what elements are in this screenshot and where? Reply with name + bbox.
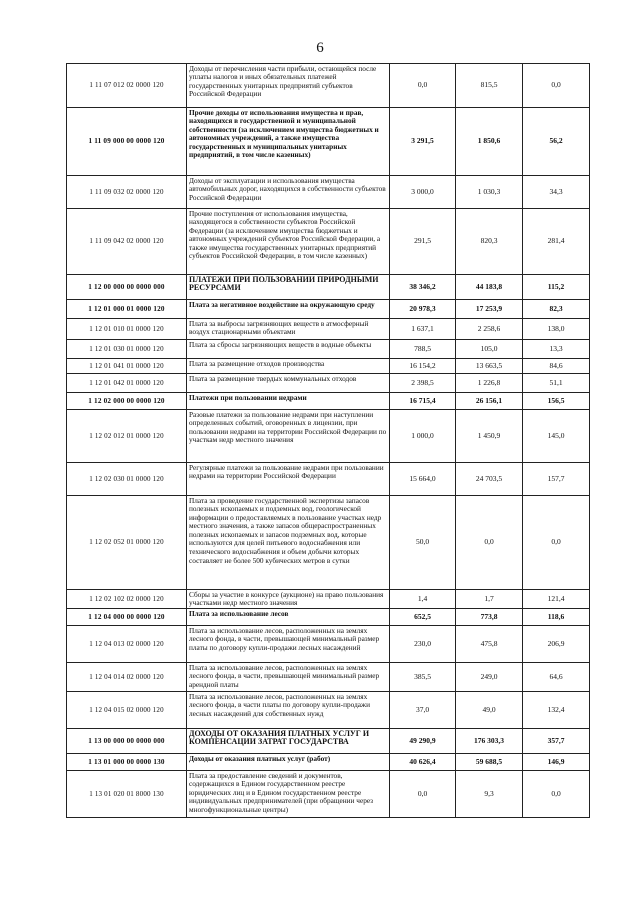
value-actual-cell: 13 663,5 [456,359,523,374]
table-row [67,463,590,496]
table-row [67,692,590,729]
budget-code-cell: 1 12 04 000 00 0000 120 [67,609,187,626]
revenue-name-cell: Плата за использование лесов [187,609,390,626]
value-planned-cell: 652,5 [390,609,456,626]
value-actual-cell: 1 226,8 [456,374,523,393]
revenue-name-cell: Плата за негативное воздействие на окружающую среду [187,300,390,319]
value-planned-cell: 16 715,4 [390,393,456,410]
value-percent-cell: 132,4 [523,692,590,729]
budget-code-cell: 1 12 04 013 02 0000 120 [67,626,187,663]
budget-code-cell: 1 12 02 030 01 0000 120 [67,463,187,496]
revenue-name-cell: Прочие доходы от использования имущества и прав, находящихся в государственной и муниципальной собственности (за исключением имущества бюджетных и автономных учреждений, а также имущества государственных и муниципальных унитарных предприятий, в том числе казенных) [187,108,390,176]
table-row [67,590,590,609]
value-planned-cell: 3 291,5 [390,108,456,176]
revenue-name-cell: Доходы от перечисления части прибыли, остающейся после уплаты налогов и иных обязательных платежей государственных унитарных предприятий субъектов Российской Федерации [187,64,390,108]
value-percent-cell: 145,0 [523,410,590,463]
revenue-name-cell: Плата за сбросы загрязняющих веществ в водные объекты [187,340,390,359]
budget-code-cell: 1 12 02 012 01 0000 120 [67,410,187,463]
value-percent-cell: 56,2 [523,108,590,176]
table-row [67,663,590,692]
revenue-name-cell: Плата за предоставление сведений и документов, содержащихся в Едином государственном реестре юридических лиц и в Едином государственном реестре индивидуальных предпринимателей (при обращении через многофункциональные центры) [187,771,390,818]
budget-code-cell: 1 12 00 000 00 0000 000 [67,275,187,300]
revenue-name-cell: Плата за проведение государственной экспертизы запасов полезных ископаемых и подземных вод, геологической информации о предоставляемых в пользование участках недр местного значения, а также запасов общераспространенных полезных ископаемых и запасов подземных вод, которые используются для целей питьевого водоснабжения или технического водоснабжения и объем добычи которых составляет не более 500 кубических метров в сутки [187,496,390,590]
revenue-name-cell: ПЛАТЕЖИ ПРИ ПОЛЬЗОВАНИИ ПРИРОДНЫМИ РЕСУРСАМИ [187,275,390,300]
value-planned-cell: 3 000,0 [390,176,456,209]
value-actual-cell: 1 450,9 [456,410,523,463]
value-actual-cell: 1 030,3 [456,176,523,209]
table-row [67,319,590,340]
revenue-name-cell: Сборы за участие в конкурсе (аукционе) на право пользования участками недр местного значения [187,590,390,609]
value-planned-cell: 1 637,1 [390,319,456,340]
table-row [67,374,590,393]
value-actual-cell: 773,8 [456,609,523,626]
budget-code-cell: 1 12 01 000 01 0000 120 [67,300,187,319]
value-planned-cell: 50,0 [390,496,456,590]
revenue-name-cell: ДОХОДЫ ОТ ОКАЗАНИЯ ПЛАТНЫХ УСЛУГ И КОМПЕНСАЦИИ ЗАТРАТ ГОСУДАРСТВА [187,729,390,754]
table-row [67,609,590,626]
page-number: 6 [316,40,324,56]
value-percent-cell: 82,3 [523,300,590,319]
revenue-name-cell: Регулярные платежи за пользование недрами при пользовании недрами на территории Российской Федерации [187,463,390,496]
value-planned-cell: 20 978,3 [390,300,456,319]
revenue-table-body [67,64,590,818]
value-percent-cell: 84,6 [523,359,590,374]
value-percent-cell: 118,6 [523,609,590,626]
value-actual-cell: 17 253,9 [456,300,523,319]
revenue-name-cell: Платежи при пользовании недрами [187,393,390,410]
value-percent-cell: 357,7 [523,729,590,754]
value-planned-cell: 37,0 [390,692,456,729]
revenue-name-cell: Разовые платежи за пользование недрами при наступлении определенных событий, оговоренных в лицензии, при пользовании недрами на территории Российской Федерации по участкам недр местного значения [187,410,390,463]
budget-code-cell: 1 12 02 000 00 0000 120 [67,393,187,410]
table-row [67,496,590,590]
value-planned-cell: 291,5 [390,209,456,275]
value-planned-cell: 2 398,5 [390,374,456,393]
budget-code-cell: 1 11 09 032 02 0000 120 [67,176,187,209]
value-planned-cell: 1,4 [390,590,456,609]
value-percent-cell: 157,7 [523,463,590,496]
budget-code-cell: 1 11 09 000 00 0000 120 [67,108,187,176]
budget-code-cell: 1 12 01 042 01 0000 120 [67,374,187,393]
value-percent-cell: 0,0 [523,64,590,108]
value-actual-cell: 26 156,1 [456,393,523,410]
revenue-name-cell: Доходы от эксплуатации и использования имущества автомобильных дорог, находящихся в собственности субъектов Российской Федерации [187,176,390,209]
revenue-name-cell: Плата за использование лесов, расположенных на землях лесного фонда, в части, превышающей минимальный размер платы по договору купли-продажи лесных насаждений [187,626,390,663]
value-actual-cell: 44 183,8 [456,275,523,300]
value-actual-cell: 2 258,6 [456,319,523,340]
table-row [67,64,590,108]
value-percent-cell: 34,3 [523,176,590,209]
revenue-name-cell: Доходы от оказания платных услуг (работ) [187,754,390,771]
table-row [67,729,590,754]
budget-code-cell: 1 13 01 020 01 8000 130 [67,771,187,818]
table-row [67,359,590,374]
revenue-name-cell: Плата за выбросы загрязняющих веществ в атмосферный воздух стационарными объектами [187,319,390,340]
value-percent-cell: 0,0 [523,496,590,590]
value-percent-cell: 64,6 [523,663,590,692]
revenue-name-cell: Плата за размещение твердых коммунальных отходов [187,374,390,393]
table-row [67,393,590,410]
value-actual-cell: 105,0 [456,340,523,359]
value-actual-cell: 475,8 [456,626,523,663]
value-planned-cell: 230,0 [390,626,456,663]
revenue-name-cell: Плата за использование лесов, расположенных на землях лесного фонда, в части, превышающей минимальный размер арендной платы [187,663,390,692]
budget-code-cell: 1 12 01 010 01 0000 120 [67,319,187,340]
table-row [67,340,590,359]
revenue-name-cell: Прочие поступления от использования имущества, находящегося в собственности субъектов Российской Федерации (за исключением имущества бюджетных и автономных учреждений субъектов Российской Федерации, а также имущества государственных унитарных предприятий субъектов Российской Федерации, в том числе казенных) [187,209,390,275]
value-actual-cell: 59 688,5 [456,754,523,771]
value-planned-cell: 15 664,0 [390,463,456,496]
value-percent-cell: 13,3 [523,340,590,359]
value-actual-cell: 9,3 [456,771,523,818]
budget-code-cell: 1 11 09 042 02 0000 120 [67,209,187,275]
budget-code-cell: 1 13 00 000 00 0000 000 [67,729,187,754]
value-actual-cell: 815,5 [456,64,523,108]
table-row [67,771,590,818]
value-actual-cell: 49,0 [456,692,523,729]
value-percent-cell: 51,1 [523,374,590,393]
value-planned-cell: 0,0 [390,64,456,108]
value-actual-cell: 1,7 [456,590,523,609]
value-planned-cell: 38 346,2 [390,275,456,300]
value-percent-cell: 146,9 [523,754,590,771]
budget-code-cell: 1 13 01 000 00 0000 130 [67,754,187,771]
value-percent-cell: 281,4 [523,209,590,275]
value-percent-cell: 115,2 [523,275,590,300]
table-row [67,754,590,771]
budget-code-cell: 1 11 07 012 02 0000 120 [67,64,187,108]
revenue-name-cell: Плата за размещение отходов производства [187,359,390,374]
value-percent-cell: 206,9 [523,626,590,663]
budget-code-cell: 1 12 01 030 01 0000 120 [67,340,187,359]
table-row [67,108,590,176]
value-planned-cell: 40 626,4 [390,754,456,771]
table-row [67,626,590,663]
revenue-table [66,63,590,818]
budget-code-cell: 1 12 04 015 02 0000 120 [67,692,187,729]
value-planned-cell: 0,0 [390,771,456,818]
budget-code-cell: 1 12 04 014 02 0000 120 [67,663,187,692]
value-planned-cell: 1 000,0 [390,410,456,463]
value-planned-cell: 788,5 [390,340,456,359]
table-row [67,209,590,275]
budget-code-cell: 1 12 02 052 01 0000 120 [67,496,187,590]
budget-code-cell: 1 12 02 102 02 0000 120 [67,590,187,609]
table-row [67,410,590,463]
value-actual-cell: 1 850,6 [456,108,523,176]
value-planned-cell: 16 154,2 [390,359,456,374]
value-percent-cell: 121,4 [523,590,590,609]
value-planned-cell: 385,5 [390,663,456,692]
value-percent-cell: 138,0 [523,319,590,340]
value-actual-cell: 820,3 [456,209,523,275]
table-row [67,275,590,300]
value-percent-cell: 156,5 [523,393,590,410]
value-planned-cell: 49 290,9 [390,729,456,754]
value-percent-cell: 0,0 [523,771,590,818]
table-row [67,176,590,209]
value-actual-cell: 0,0 [456,496,523,590]
value-actual-cell: 176 303,3 [456,729,523,754]
budget-code-cell: 1 12 01 041 01 0000 120 [67,359,187,374]
value-actual-cell: 24 703,5 [456,463,523,496]
table-row [67,300,590,319]
value-actual-cell: 249,0 [456,663,523,692]
revenue-name-cell: Плата за использование лесов, расположенных на землях лесного фонда, в части платы по договору купли-продажи лесных насаждений для собственных нужд [187,692,390,729]
